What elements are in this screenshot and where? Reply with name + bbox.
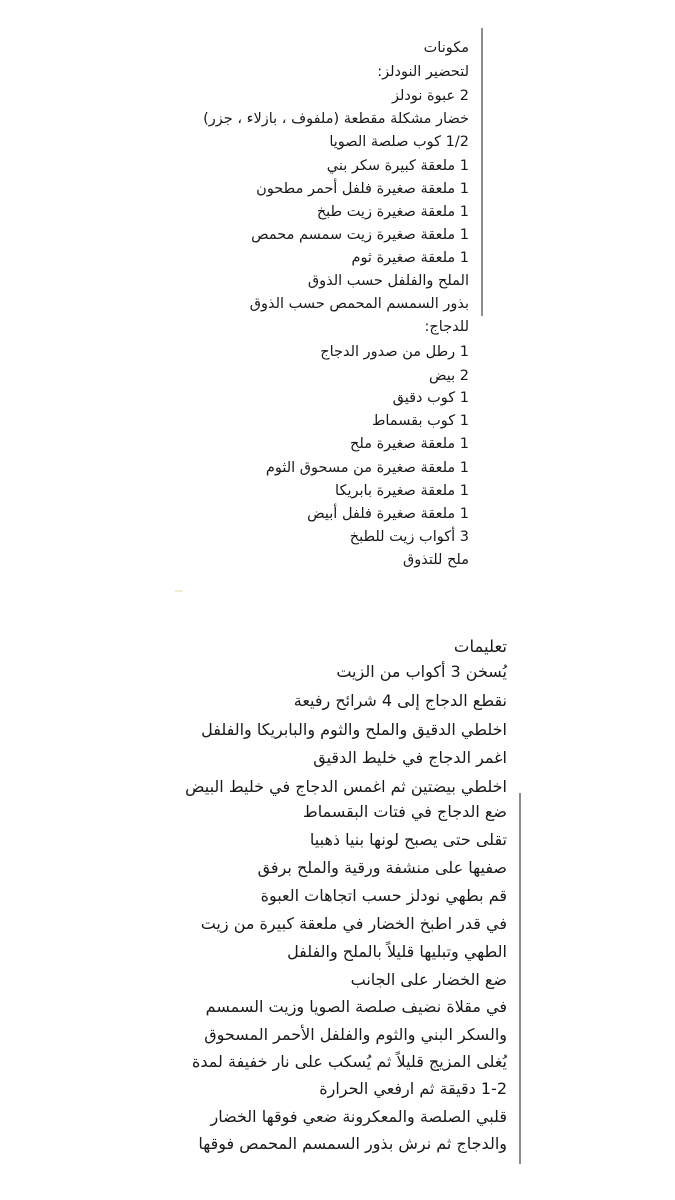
ingredient-item: 1 ملعقة صغيرة زيت سمسم محمص [251, 227, 469, 243]
ingredient-item: بذور السمسم المحمص حسب الذوق [249, 296, 469, 312]
ingredient-item: 1 كوب بقسماط [371, 413, 469, 429]
instruction-step: اغمر الدجاج في خليط الدقيق [313, 748, 507, 767]
ingredients-title: مكونات [423, 40, 469, 56]
ingredient-item: الملح والفلفل حسب الذوق [307, 273, 469, 289]
chicken-header: للدجاج: [424, 319, 469, 335]
ingredient-item: 1 ملعقة كبيرة سكر بني [326, 158, 469, 174]
instruction-step: والسكر البني والثوم والفلفل الأحمر المسحوق [204, 1025, 507, 1044]
instruction-step: اخلطي بيضتين ثم اغمس الدجاج في خليط البيض [185, 777, 507, 796]
quote-bar-top [481, 28, 483, 316]
instruction-step: يُغلى المزيج قليلاً ثم يُسكب على نار خفيفة لمدة [192, 1052, 507, 1071]
ingredient-item: 1/2 كوب صلصة الصويا [329, 134, 469, 150]
instruction-step: قم بطهي نودلز حسب اتجاهات العبوة [260, 886, 507, 905]
instruction-step: في قدر اطبخ الخضار في ملعقة كبيرة من زيت [200, 914, 507, 933]
ingredient-item: 1 ملعقة صغيرة ملح [350, 436, 469, 452]
ingredient-item: 1 ملعقة صغيرة ثوم [351, 250, 469, 266]
instruction-step: في مقلاة نضيف صلصة الصويا وزيت السمسم [205, 997, 507, 1016]
instruction-step: قلبي الصلصة والمعكرونة ضعي فوقها الخضار [210, 1107, 507, 1126]
stray-mark [175, 590, 183, 592]
instructions-title: تعليمات [453, 637, 507, 656]
noodles-header: لتحضير النودلز: [377, 64, 469, 80]
instruction-step: ضع الخضار على الجانب [350, 970, 507, 989]
ingredient-item: 1 رطل من صدور الدجاج [320, 344, 469, 360]
quote-bar-bottom [519, 793, 521, 1164]
instruction-step: نقطع الدجاج إلى 4 شرائح رفيعة [293, 691, 507, 710]
instruction-step: 1-2 دقيقة ثم ارفعي الحرارة [319, 1079, 507, 1098]
ingredient-item: 2 بيض [428, 368, 469, 384]
instruction-step: تقلى حتى يصبح لونها بنيا ذهبيا [309, 830, 507, 849]
instruction-step: والدجاج ثم نرش بذور السمسم المحمص فوقها [198, 1134, 507, 1153]
instruction-step: يُسخن 3 أكواب من الزيت [336, 662, 507, 681]
ingredient-item: 1 كوب دقيق [392, 390, 469, 406]
ingredient-item: 3 أكواب زيت للطبخ [349, 529, 469, 545]
instruction-step: صفيها على منشفة ورقية والملح برفق [257, 858, 507, 877]
instruction-step: الطهي وتبليها قليلاً بالملح والفلفل [287, 942, 507, 961]
ingredient-item: خضار مشكلة مقطعة (ملفوف ، بازلاء ، جزر) [203, 111, 469, 127]
ingredient-item: 1 ملعقة صغيرة زيت طبخ [316, 204, 469, 220]
instruction-step: ضع الدجاج في فتات البقسماط [302, 802, 507, 821]
ingredient-item: 1 ملعقة صغيرة فلفل أبيض [307, 506, 469, 522]
ingredient-item: ملح للتذوق [403, 552, 469, 568]
ingredient-item: 2 عبوة نودلز [392, 88, 469, 104]
instruction-step: اخلطي الدقيق والملح والثوم والبابريكا والفلفل [201, 720, 507, 739]
ingredient-item: 1 ملعقة صغيرة فلفل أحمر مطحون [256, 181, 469, 197]
instructions-section [0, 600, 675, 1200]
ingredient-item: 1 ملعقة صغيرة من مسحوق الثوم [265, 460, 469, 476]
ingredient-item: 1 ملعقة صغيرة بابريكا [335, 483, 469, 499]
